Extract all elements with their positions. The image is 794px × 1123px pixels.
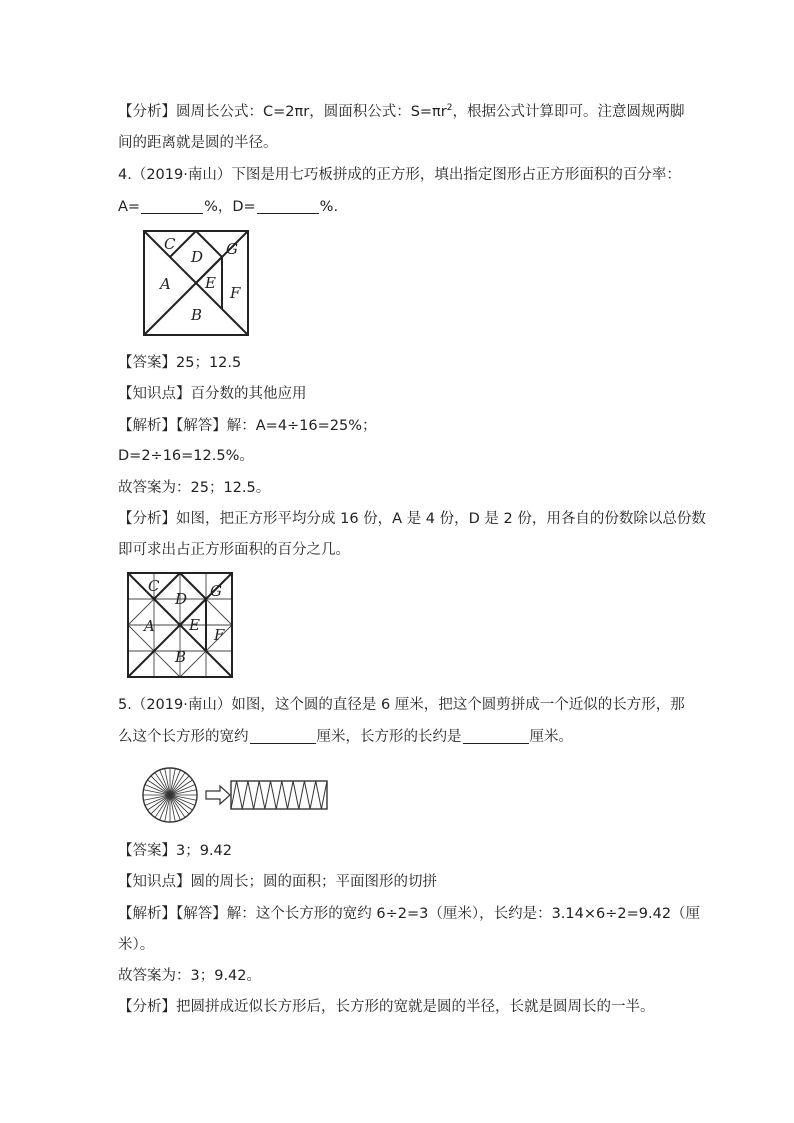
tangram-label-a: A [160,275,171,293]
q5-stem-a: 么这个长方形的宽约 [118,729,249,745]
q5-stem-c: 厘米。 [529,729,573,745]
tangram-label-f: F [230,284,241,302]
grid-label-d: D [175,590,188,608]
grid-label-f: F [214,626,225,644]
q4-fill-line [118,197,338,217]
q5-stem-b: 厘米，长方形的长约是 [316,729,462,745]
q4-stem: 4.（2019·南山）下图是用七巧板拼成的正方形，填出指定图形占正方形面积的百分率： [118,167,681,183]
tangram-grid-figure [128,573,234,679]
q5-answer: 【答案】3；9.42 [118,843,233,859]
grid-label-e: E [189,616,200,634]
tangram-label-c: C [164,235,176,253]
grid-label-a: A [144,617,155,635]
q5-stem-line2 [118,727,573,747]
q4-answer: 【答案】25；12.5 [118,355,242,371]
q5-knowledge: 【知识点】圆的周长；圆的面积；平面图形的切拼 [118,874,437,890]
q4-blank-d[interactable] [257,199,319,214]
grid-label-g: G [210,582,222,600]
grid-label-b: B [175,648,187,666]
q3-analysis-text-b: ，根据公式计算即可。注意圆规两脚 [452,104,685,120]
q3-analysis-sup: 2 [446,103,453,113]
sector-circle [143,768,197,822]
tangram-label-g: G [226,240,238,258]
q3-analysis-text-a: 【分析】圆周长公式：C=2πr，圆面积公式：S=πr [118,104,447,120]
q4-fill-mid: %，D= [204,199,256,215]
q4-fill-end: %. [319,199,339,215]
tangram-label-e: E [205,274,216,292]
q5-solution-line1: 【解析】【解答】解：这个长方形的宽约 6÷2=3（厘米），长约是：3.14×6÷2=9.42（厘 [118,906,701,922]
approx-rectangle [231,781,327,809]
tangram-label-d: D [191,248,204,266]
q5-stem-line1: 5.（2019·南山）如图，这个圆的直径是 6 厘米，把这个圆剪拼成一个近似的长方形，那 [118,697,685,713]
q3-analysis-line2: 间的距离就是圆的半径。 [118,135,278,151]
q5-blank-length[interactable] [463,729,529,744]
q4-solution-line2: D=2÷16=12.5%。 [118,448,254,464]
q4-analysis-line1: 【分析】如图，把正方形平均分成 16 份，A 是 4 份，D 是 2 份，用各自的份数除以总份数 [118,511,706,527]
tangram-figure [144,231,250,337]
circle-to-rectangle-figure [142,764,332,826]
arrow-right-icon [206,786,230,804]
q4-solution-line1: 【解析】【解答】解：A=4÷16=25%； [118,418,377,434]
grid-label-c: C [148,577,160,595]
q4-fill-a-label: A= [118,199,141,215]
q4-analysis-line2: 即可求出占正方形面积的百分之几。 [118,542,350,558]
q4-knowledge: 【知识点】百分数的其他应用 [118,386,307,402]
q5-solution-line2: 米）。 [118,937,155,953]
q5-analysis: 【分析】把圆拼成近似长方形后，长方形的宽就是圆的半径，长就是圆周长的一半。 [118,999,655,1015]
tangram-label-b: B [191,306,203,324]
q4-solution-line3: 故答案为：25；12.5。 [118,480,271,496]
q5-blank-width[interactable] [250,729,316,744]
q4-blank-a[interactable] [141,199,203,214]
q3-analysis-line1 [118,102,684,122]
q5-solution-line3: 故答案为：3；9.42。 [118,968,262,984]
